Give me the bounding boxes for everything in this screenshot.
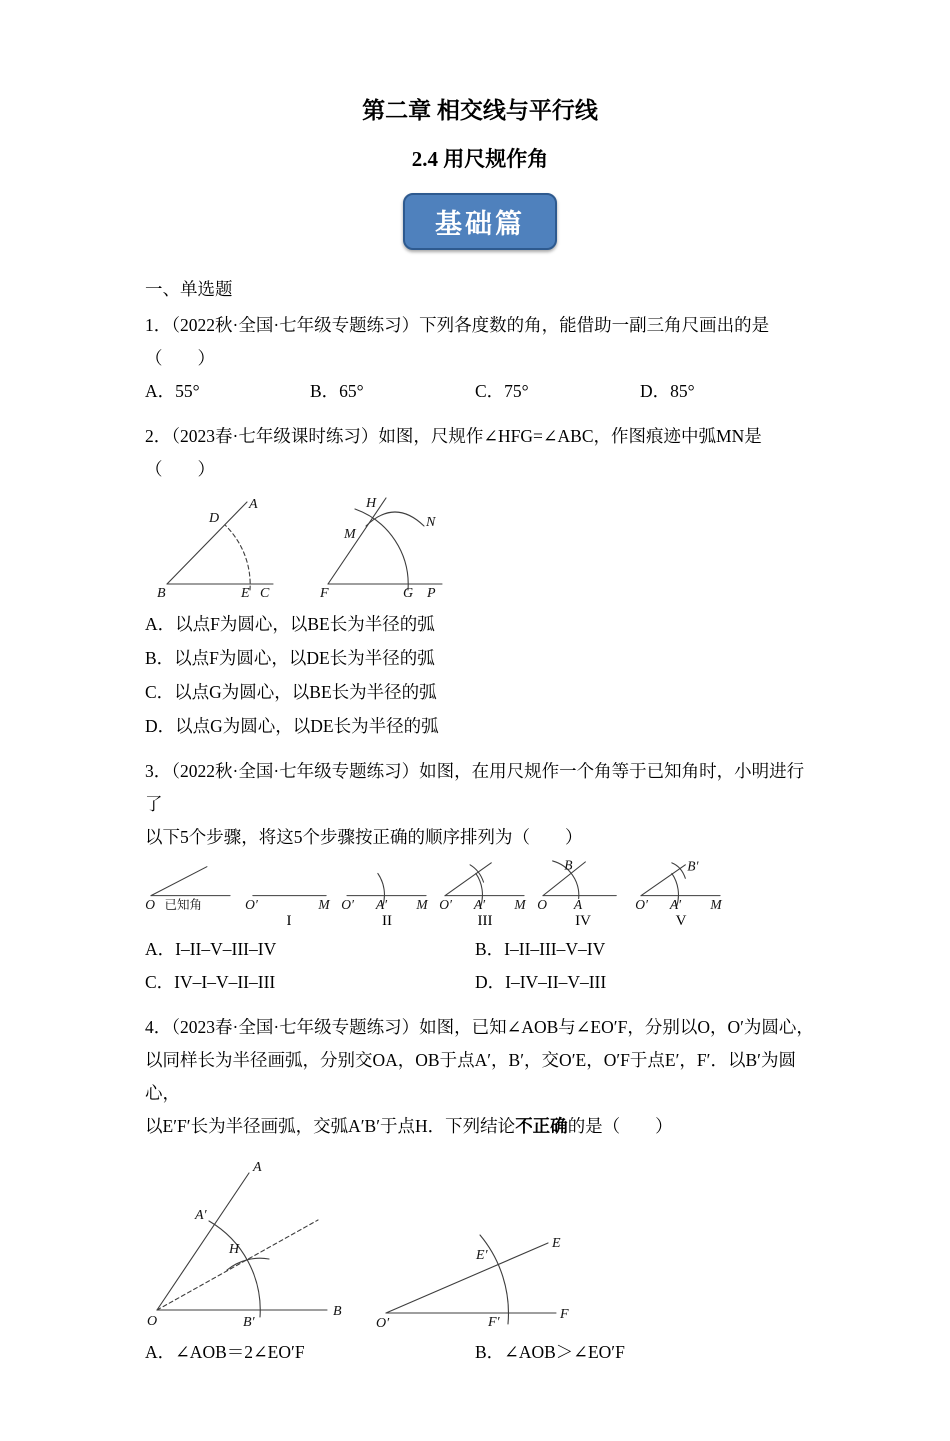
point-label-m: M [416, 897, 428, 913]
q4-figure-angle-aob [145, 1155, 360, 1330]
point-label-m: M [344, 527, 356, 542]
question-type-heading: 一、单选题 [145, 279, 233, 299]
q3-step3-diagram [439, 859, 531, 913]
known-angle-ray2 [151, 867, 207, 896]
q3-caption-1: I [286, 913, 292, 929]
q1-stem: 1．（2022秋·全国·七年级专题练习）下列各度数的角，能借助一副三角尺画出的是 [145, 315, 770, 335]
q3-step-known [145, 859, 237, 929]
q4-stem-line3 [145, 1110, 815, 1143]
known-angle-label: 已知角 [164, 898, 203, 913]
q3-option-c: C．IV–I–V–II–III [145, 972, 276, 992]
badge-container [145, 193, 815, 250]
q3-step-2 [341, 859, 433, 929]
q3-step-3 [439, 859, 531, 929]
point-label-o-prime: O′ [341, 897, 354, 913]
q4-stem-line3-post: 的是（ ） [567, 1116, 673, 1136]
ray-fh [328, 498, 386, 584]
point-label-b-prime: B′ [243, 1315, 255, 1330]
point-label-o: O [145, 897, 155, 913]
point-label-h: H [229, 1242, 240, 1257]
q3-step-4 [537, 859, 629, 929]
q2-options [145, 607, 815, 743]
q3-caption-5: V [675, 913, 687, 929]
point-label-p: P [427, 586, 436, 601]
q3-option-d: D．I–IV–II–V–III [475, 972, 607, 992]
q4-figure [145, 1143, 815, 1336]
point-label-b-prime: B′ [687, 859, 699, 874]
question-3 [145, 755, 815, 999]
arc-de [225, 525, 250, 590]
point-label-f-prime: F′ [488, 1315, 500, 1330]
point-label-a-prime: A′ [195, 1208, 207, 1223]
q2-stem: 2．（2023春·七年级课时练习）如图，尺规作∠HFG=∠ABC，作图痕迹中弧MN是（ ） [145, 426, 762, 479]
point-label-a: A [573, 897, 583, 913]
q4-stem-line3-pre: 以E′F′长为半径画弧，交弧A′B′于点H．下列结论 [145, 1116, 516, 1136]
q3-step-1 [243, 859, 335, 929]
q1-option-d: D．85° [640, 381, 695, 401]
q3-option-b: B．I–II–III–V–IV [475, 939, 606, 959]
q1-options-row [145, 375, 815, 408]
point-label-e: E [241, 586, 250, 601]
point-label-h: H [366, 496, 377, 511]
q3-stem-line2: 以下5个步骤，将这5个步骤按正确的顺序排列为（ ） [145, 827, 583, 847]
point-label-a-prime: A′ [375, 897, 388, 913]
point-label-o-prime: O′ [245, 897, 258, 913]
q2-option-c: C．以点G为圆心，以BE长为半径的弧 [145, 682, 437, 702]
chapter-title: 第二章 相交线与平行线 [362, 98, 598, 123]
point-label-o-prime: O′ [635, 897, 648, 913]
point-label-o: O [537, 897, 547, 913]
point-label-a: A [249, 497, 258, 512]
q3-caption-4: IV [575, 913, 591, 929]
q3-figure [145, 854, 815, 933]
q4-option-b: B．∠AOB＞∠EO′F [475, 1342, 625, 1362]
point-label-a: A [253, 1160, 262, 1175]
q1-option-b: B．65° [310, 381, 364, 401]
q2-figure-angle-hfg [320, 496, 455, 601]
point-label-d: D [209, 511, 220, 526]
point-label-b: B [564, 859, 573, 873]
question-1 [145, 309, 815, 408]
q3-options-row1 [145, 933, 815, 966]
point-label-f: F [320, 586, 329, 601]
q3-step4-diagram [537, 859, 629, 913]
point-label-a-prime: A′ [473, 897, 486, 913]
q3-step-5 [635, 859, 727, 929]
q4-options-row [145, 1336, 815, 1369]
q2-option-d: D．以点G为圆心，以DE长为半径的弧 [145, 716, 439, 736]
q3-caption-3: III [477, 913, 493, 929]
point-label-g: G [403, 586, 414, 601]
arc-a-prime-b-prime [209, 1221, 260, 1317]
q4-option-a: A．∠AOB＝2∠EO′F [145, 1342, 305, 1362]
question-4 [145, 1011, 815, 1369]
arc-gm [355, 509, 408, 590]
point-label-o-prime: O′ [439, 897, 452, 913]
q3-caption-2: II [382, 913, 392, 929]
point-label-m: M [710, 897, 722, 913]
ray-ba [167, 502, 247, 584]
point-label-m: M [514, 897, 526, 913]
ray-oh-dashed [157, 1220, 318, 1310]
point-label-c: C [260, 586, 270, 601]
ray-ob [445, 863, 491, 896]
point-label-b: B [333, 1304, 342, 1319]
q4-figure-angle-eof [376, 1195, 571, 1330]
q2-option-b: B．以点F为圆心，以DE长为半径的弧 [145, 648, 435, 668]
point-label-o: O [147, 1314, 158, 1329]
q4-stem-line1: 4．（2023春·全国·七年级专题练习）如图，已知∠AOB与∠EO′F，分别以O，O′为圆心， [145, 1017, 814, 1037]
small-arc-h [227, 1258, 269, 1270]
point-label-b: B [157, 586, 166, 601]
q3-options-row2 [145, 966, 815, 999]
q2-figure-angle-abc [155, 496, 280, 601]
point-label-o-prime: O′ [376, 1316, 390, 1330]
q3-step2-diagram [341, 859, 433, 913]
q2-option-a: A．以点F为圆心，以BE长为半径的弧 [145, 614, 435, 634]
question-2 [145, 420, 815, 743]
point-label-e: E [552, 1236, 561, 1251]
point-label-m: M [318, 897, 330, 913]
q2-figure [145, 486, 815, 607]
q3-known-angle-diagram [145, 859, 237, 913]
level-badge: 基础篇 [403, 193, 557, 250]
q3-caption-blank [145, 913, 237, 929]
q3-step5-diagram [635, 859, 727, 913]
q4-stem-line2: 以同样长为半径画弧，分别交OA，OB于点A′，B′，交O′E，O′F于点E′，F′．以B′为圆心， [145, 1050, 796, 1103]
point-label-e-prime: E′ [476, 1248, 488, 1263]
q1-option-c: C．75° [475, 381, 529, 401]
q1-answer-blank: （ ） [145, 348, 215, 368]
ray-oe [386, 1243, 548, 1313]
point-label-n: N [426, 515, 436, 530]
q1-option-a: A．55° [145, 381, 200, 401]
point-label-f: F [560, 1307, 569, 1322]
point-label-a-prime: A′ [669, 897, 682, 913]
q3-option-a: A．I–II–V–III–IV [145, 939, 277, 959]
q4-stem-line3-emphasis: 不正确 [515, 1116, 568, 1136]
q3-step1-diagram [243, 859, 335, 913]
section-title: 2.4 用尺规作角 [411, 147, 549, 171]
q3-stem-line1: 3．（2022秋·全国·七年级专题练习）如图，在用尺规作一个角等于已知角时，小明进行了 [145, 761, 805, 814]
